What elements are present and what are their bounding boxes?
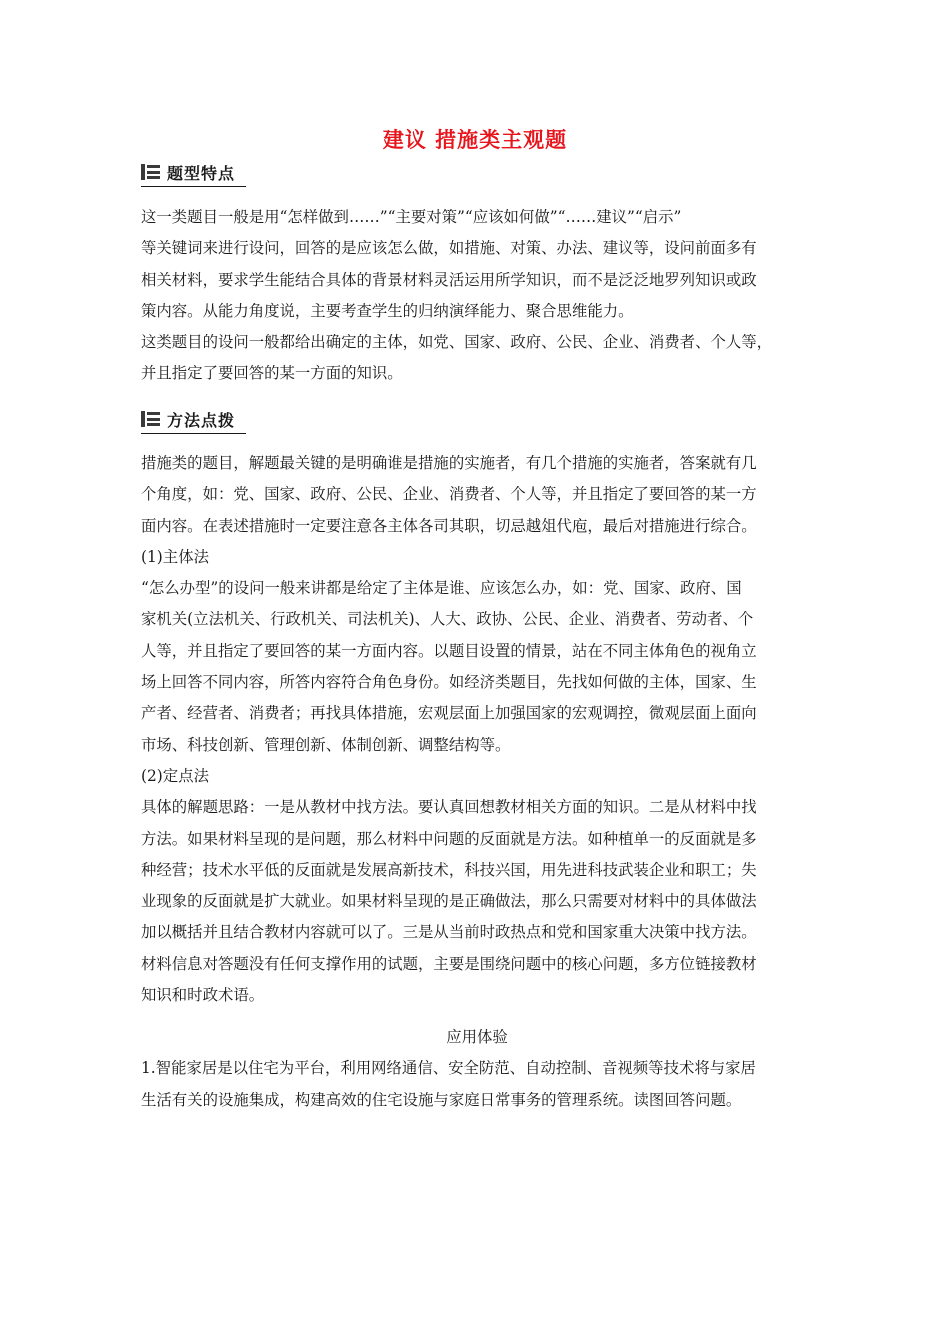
question-text-line: 生活有关的设施集成，构建高效的住宅设施与家庭日常事务的管理系统。读图回答问题。 bbox=[141, 1090, 742, 1109]
text-line: 人等，并且指定了要回答的某一方面内容。以题目设置的情景，站在不同主体角色的视角立 bbox=[141, 641, 757, 660]
text-line: 场上回答不同内容，所答内容符合角色身份。如经济类题目，先找如何做的主体，国家、生 bbox=[141, 673, 757, 692]
practice-heading: 应用体验 bbox=[446, 1028, 508, 1046]
text-line: 面内容。在表述措施时一定要注意各主体各司其职，切忌越俎代庖，最后对措施进行综合。 bbox=[141, 516, 757, 535]
text-line: 产者、经营者、消费者；再找具体措施，宏观层面上加强国家的宏观调控，微观层面上面向 bbox=[141, 704, 757, 723]
practice-section bbox=[141, 1022, 813, 1116]
text-line: 措施类的题目，解题最关键的是明确谁是措施的实施者，有几个措施的实施者，答案就有几 bbox=[141, 454, 757, 472]
text-line: 知识和时政术语。 bbox=[141, 986, 265, 1005]
list-bar-icon bbox=[141, 164, 160, 180]
question-text-line: 1.智能家居是以住宅为平台，利用网络通信、安全防范、自动控制、音视频等技术将与家居 bbox=[141, 1059, 756, 1078]
text-line: 个角度，如：党、国家、政府、公民、企业、消费者、个人等，并且指定了要回答的某一方 bbox=[141, 485, 757, 504]
text-line: 市场、科技创新、管理创新、体制创新、调整结构等。 bbox=[141, 735, 511, 754]
text-line: “怎么办型”的设问一般来讲都是给定了主体是谁、应该怎么办，如：党、国家、政府、国 bbox=[141, 579, 742, 598]
text-line: 策内容。从能力角度说，主要考查学生的归纳演绎能力、聚合思维能力。 bbox=[141, 301, 634, 320]
text-line: 种经营；技术水平低的反面就是发展高新技术，科技兴国，用先进科技武装企业和职工；失 bbox=[141, 860, 757, 879]
text-line: 并且指定了要回答的某一方面的知识。 bbox=[141, 364, 403, 383]
section-heading-underline bbox=[141, 186, 246, 188]
text-line: 等关键词来进行设问，回答的是应该怎么做，如措施、对策、办法、建议等，设问前面多有 bbox=[141, 239, 757, 258]
text-line: 相关材料，要求学生能结合具体的背景材料灵活运用所学知识，而不是泛泛地罗列知识或政 bbox=[141, 270, 757, 289]
section-heading-methods bbox=[141, 406, 235, 432]
text-line: 方法。如果材料呈现的是问题，那么材料中问题的反面就是方法。如种植单一的反面就是多 bbox=[141, 829, 757, 848]
text-line: 加以概括并且结合教材内容就可以了。三是从当前时政热点和党和国家重大决策中找方法。 bbox=[141, 923, 757, 942]
section-features-body bbox=[141, 202, 813, 390]
section-heading-underline bbox=[141, 433, 246, 435]
section-heading-features bbox=[141, 159, 235, 185]
subheading-subject-method: (1)主体法 bbox=[141, 547, 209, 566]
list-bar-icon bbox=[141, 411, 160, 427]
text-line: 材料信息对答题没有任何支撑作用的试题，主要是围绕问题中的核心问题，多方位链接教材 bbox=[141, 954, 757, 973]
text-line: 业现象的反面就是扩大就业。如果材料呈现的是正确做法，那么只需要对材料中的具体做法 bbox=[141, 892, 757, 911]
page-title: 建议 措施类主观题 bbox=[382, 128, 568, 152]
subheading-fixed-point-method: (2)定点法 bbox=[141, 766, 209, 785]
section-methods-body bbox=[141, 448, 813, 1011]
text-line: 这一类题目一般是用“怎样做到……”“主要对策”“应该如何做”“……建议”“启示” bbox=[141, 208, 682, 226]
section-heading-label: 题型特点 bbox=[167, 163, 236, 183]
section-heading-label: 方法点拨 bbox=[167, 410, 236, 430]
text-line: 家机关(立法机关、行政机关、司法机关)、人大、政协、公民、企业、消费者、劳动者、个 bbox=[141, 610, 754, 629]
text-line: 具体的解题思路：一是从教材中找方法。要认真回想教材相关方面的知识。二是从材料中找 bbox=[141, 798, 757, 817]
text-line: 这类题目的设问一般都给出确定的主体，如党、国家、政府、公民、企业、消费者、个人等， bbox=[141, 333, 773, 352]
